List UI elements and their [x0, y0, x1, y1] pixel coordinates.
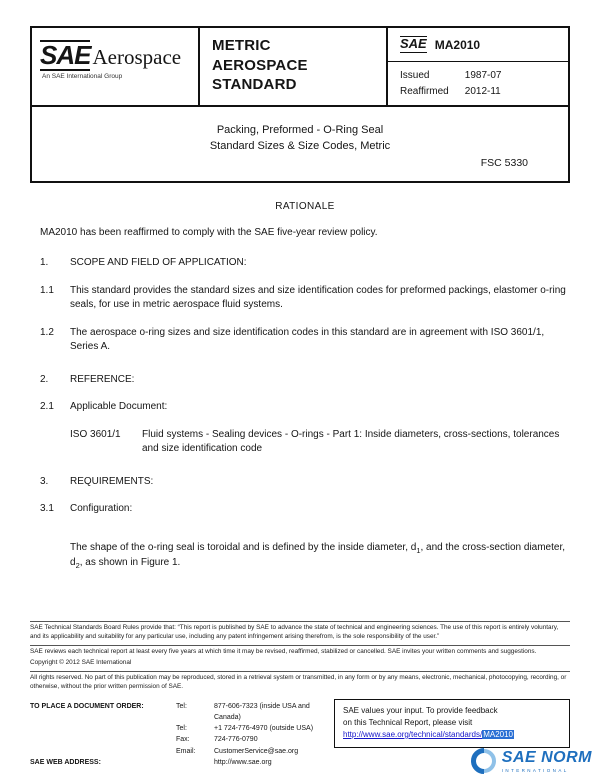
document-header	[30, 26, 570, 183]
paragraph-number: 1.2	[40, 326, 54, 338]
feedback-box	[334, 699, 570, 748]
rights-notice: All rights reserved. No part of this publication may be reproduced, stored in a retrieval system or transmitted, in any form or by any means, electronic, mechanical, photocopying, recording, or otherwise, without the prior written permission of SAE.	[30, 673, 567, 690]
section-title: REFERENCE:	[70, 373, 135, 385]
indent-spacer	[30, 734, 172, 745]
contact-type: Email:	[176, 747, 196, 755]
paragraph-number: 2.1	[40, 401, 54, 412]
sae-website-link[interactable]: http://www.sae.org	[214, 758, 272, 766]
phone-number: +1 724-776-4970 (outside USA)	[214, 725, 314, 733]
subscript-d1: 1	[416, 545, 421, 555]
issued-date-row	[400, 68, 556, 84]
document-title-line2: Standard Sizes & Size Codes, Metric	[209, 139, 391, 152]
revision-dates	[388, 62, 568, 105]
watermark-text	[502, 750, 592, 773]
footer-divider	[30, 621, 570, 622]
indent-spacer	[40, 428, 70, 457]
reference-document-title: Fluid systems - Sealing devices - O-rings - Part 1: Inside diameters, cross-sections, tolerances and size identification code	[142, 428, 560, 454]
doc-type-line: METRIC	[212, 37, 271, 54]
footer-divider	[30, 645, 570, 646]
contact-type: Tel:	[176, 725, 187, 733]
standard-code: MA2010	[434, 37, 481, 52]
section-number: 1.	[40, 257, 49, 268]
fsc-code: FSC 5330	[480, 157, 528, 169]
document-title-block	[32, 107, 568, 181]
paragraph-configuration-body	[40, 541, 570, 573]
paragraph-text: Applicable Document:	[70, 401, 168, 412]
document-order-info	[30, 699, 334, 768]
paragraph-text: Configuration:	[70, 503, 133, 514]
header-top-row	[32, 28, 568, 107]
rationale-text: MA2010 has been reaffirmed to comply with the SAE five-year review policy.	[40, 227, 378, 238]
paragraph-3-1	[40, 502, 570, 517]
paragraph-number: 3.1	[40, 503, 54, 514]
sae-norm-logo-icon	[471, 748, 497, 774]
sae-mark: SAE	[400, 36, 427, 52]
aerospace-logo-text: Aerospace	[92, 45, 182, 69]
doc-type-line: AEROSPACE	[212, 56, 308, 74]
paragraph-1-2	[40, 326, 570, 355]
feedback-report-link[interactable]: http://www.sae.org/technical/standards/	[343, 729, 483, 739]
sae-aerospace-logo	[32, 28, 198, 105]
copyright-notice: Copyright © 2012 SAE International	[30, 658, 132, 666]
document-title	[42, 123, 558, 155]
standard-type-title	[198, 28, 388, 105]
contact-type: Fax:	[176, 736, 190, 744]
standard-number-cell	[388, 28, 568, 105]
document-body	[30, 183, 570, 572]
logo-wordmark	[40, 40, 194, 71]
standard-number	[388, 28, 568, 62]
subscript-d2: 2	[75, 561, 80, 571]
section-title: REQUIREMENTS:	[70, 475, 154, 487]
sae-norm-watermark	[471, 748, 592, 774]
document-title-line1: Packing, Preformed - O-Ring Seal	[216, 124, 384, 136]
fax-number: 724-776-0790	[214, 736, 258, 744]
legal-notice-1: SAE Technical Standards Board Rules provide that: “This report is published by SAE to advance the state of technical and engineering sciences. The use of this report is entirely voluntary, and its applicability and suitability for any particular use, including any patent infringement arising therefrom, is the sole responsibility of the user.”	[30, 624, 559, 641]
rationale-heading: RATIONALE	[275, 201, 335, 212]
phone-number: 877-606-7323 (inside USA and Canada)	[214, 702, 310, 722]
reaffirmed-value: 2012-11	[464, 85, 501, 97]
section-number: 2.	[40, 373, 49, 385]
section-title: SCOPE AND FIELD OF APPLICATION:	[70, 257, 247, 268]
indent-spacer	[30, 723, 172, 734]
section-1-heading	[40, 256, 570, 271]
paragraph-1-1	[40, 284, 570, 313]
doc-type-line: STANDARD	[212, 76, 297, 93]
contact-type: Tel:	[176, 702, 187, 710]
watermark-subtitle: INTERNATIONAL	[501, 767, 569, 773]
reference-document-id: ISO 3601/1	[70, 428, 121, 440]
indent-spacer	[30, 746, 172, 757]
feedback-text-line1: SAE values your input. To provide feedback	[343, 705, 498, 715]
web-address-label: SAE WEB ADDRESS:	[30, 758, 101, 766]
logo-tagline: An SAE International Group	[42, 73, 123, 81]
indent-spacer	[40, 541, 70, 573]
section-3-heading	[40, 475, 570, 490]
reaffirmed-label: Reaffirmed	[400, 85, 449, 97]
section-number: 3.	[40, 475, 49, 487]
indent-spacer	[176, 757, 210, 768]
watermark-title: SAE NORM	[501, 748, 592, 766]
footer-divider	[30, 671, 570, 672]
document-footer	[30, 618, 570, 768]
sae-logo-text: SAE	[40, 40, 91, 70]
issued-label: Issued	[400, 70, 430, 81]
feedback-report-link-highlight[interactable]: MA2010	[483, 729, 513, 739]
configuration-text: The shape of the o-ring seal is toroidal and is defined by the inside diameter, $d_1$, and the cross-section diameter, $d_2$, as shown in Figure 1.	[70, 541, 566, 571]
feedback-text-line2: on this Technical Report, please visit	[343, 717, 473, 727]
reaffirmed-date-row	[400, 84, 556, 100]
paragraph-number: 1.1	[40, 284, 54, 296]
feedback-url	[343, 729, 561, 741]
order-label: TO PLACE A DOCUMENT ORDER:	[30, 702, 144, 710]
section-2-heading	[40, 373, 570, 388]
paragraph-2-1	[40, 400, 570, 415]
customer-service-email[interactable]: CustomerService@sae.org	[214, 747, 299, 755]
legal-notice-2: SAE reviews each technical report at least every five years at which time it may be revised, reaffirmed, stabilized or cancelled. SAE invites your written comments and suggestions.	[30, 648, 537, 655]
paragraph-text: This standard provides the standard sizes and size identification codes for preformed packings, elastomer o-ring seals, for use in metric aerospace fluid systems.	[70, 284, 566, 310]
issued-value: 1987-07	[464, 70, 502, 81]
reference-entry	[40, 428, 570, 457]
paragraph-text: The aerospace o-ring sizes and size identification codes in this standard are in agreement with ISO 3601/1, Series A.	[70, 326, 545, 352]
